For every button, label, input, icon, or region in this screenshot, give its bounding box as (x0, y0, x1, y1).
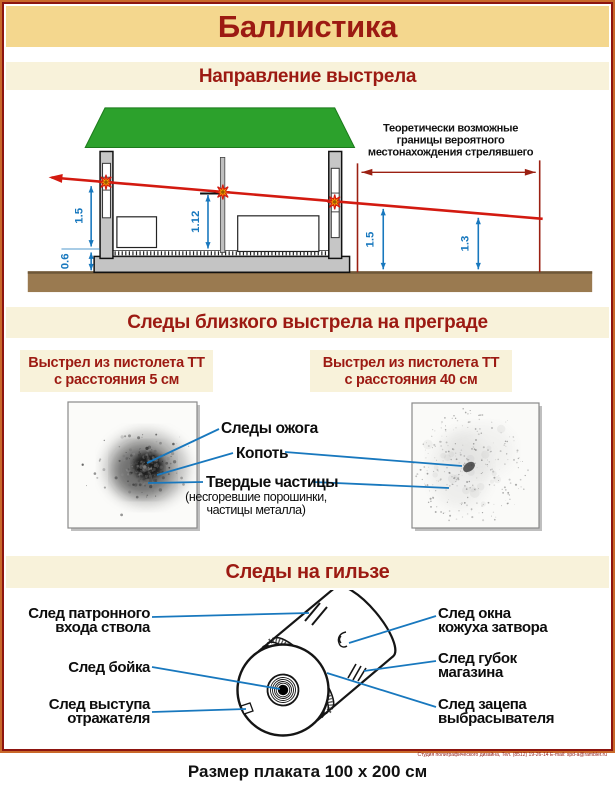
ground (28, 271, 592, 292)
interior-box-left (117, 217, 157, 248)
label-reflector-2: отражателя (67, 710, 150, 727)
label-extractor-2: выбрасывателя (438, 710, 555, 727)
poster-title: Баллистика (6, 6, 609, 47)
section-header-traces: Следы близкого выстрела на преграде (6, 307, 609, 338)
trajectory-line (49, 174, 543, 219)
zone-note-line2: границы вероятного (396, 134, 505, 147)
zone-note-line1: Теоретически возможные (383, 122, 519, 135)
label-ejection-window-1: След окна (438, 605, 511, 622)
caption-shot-40cm-line1: Выстрел из пистолета ТТ (322, 355, 500, 371)
cartridge-diagram (6, 590, 609, 750)
label-ejection-window-2: кожуха затвора (438, 619, 548, 636)
zone-note-line3: местонахождения стрелявшего (367, 146, 534, 159)
residue-diagram (6, 396, 609, 546)
caption-shot-40cm (310, 350, 512, 392)
label-soot: Копоть (236, 445, 289, 462)
roof (85, 108, 354, 148)
studio-credit: Студия полиграфического дизайна, Тел. (8512) 19-26-14 E-mail: spd-a@rambler.ru (417, 752, 607, 758)
section-header-cartridge: Следы на гильзе (6, 556, 609, 588)
dim-middle: 1.12 (190, 210, 203, 233)
left-pillar (100, 151, 113, 258)
dim-zone-right: 1.3 (459, 235, 472, 252)
floor-slab (94, 256, 349, 272)
label-reflector-1: След выступа (48, 696, 150, 713)
label-particles-note1: (несгоревшие порошинки, (185, 490, 327, 504)
label-chamber-entry-2: входа ствола (55, 619, 150, 636)
caption-shot-40cm-line2: с расстояния 40 см (344, 371, 478, 388)
interior-box-right (238, 216, 319, 252)
caption-shot-5cm (20, 350, 213, 392)
shot-direction-diagram (6, 95, 609, 302)
zone-note (368, 123, 534, 159)
label-magazine-lips-1: След губок (438, 650, 517, 667)
label-chamber-entry-1: След патронного (28, 605, 150, 622)
zone-span-arrow (361, 169, 535, 176)
label-firing-pin: След бойка (68, 659, 150, 676)
dim-left-upper: 1.5 (73, 207, 86, 224)
caption-shot-5cm-line2: с расстояния 5 см (53, 371, 180, 388)
label-extractor-1: След зацепа (438, 696, 527, 713)
dim-left-lower: 0.6 (59, 253, 72, 270)
label-particles-note2: частицы металла) (206, 503, 306, 517)
caption-shot-5cm-line1: Выстрел из пистолета ТТ (28, 355, 205, 371)
middle-post (220, 157, 224, 252)
label-magazine-lips-2: магазина (438, 664, 503, 681)
trajectory-arrowhead (49, 174, 63, 183)
label-burn-marks: Следы ожога (221, 420, 318, 437)
dim-zone-left: 1.5 (364, 231, 377, 248)
label-solid-particles: Твердые частицы (206, 474, 339, 491)
poster-size-note: Размер плаката 100 x 200 см (187, 762, 428, 781)
section-header-direction: Направление выстрела (6, 62, 609, 90)
